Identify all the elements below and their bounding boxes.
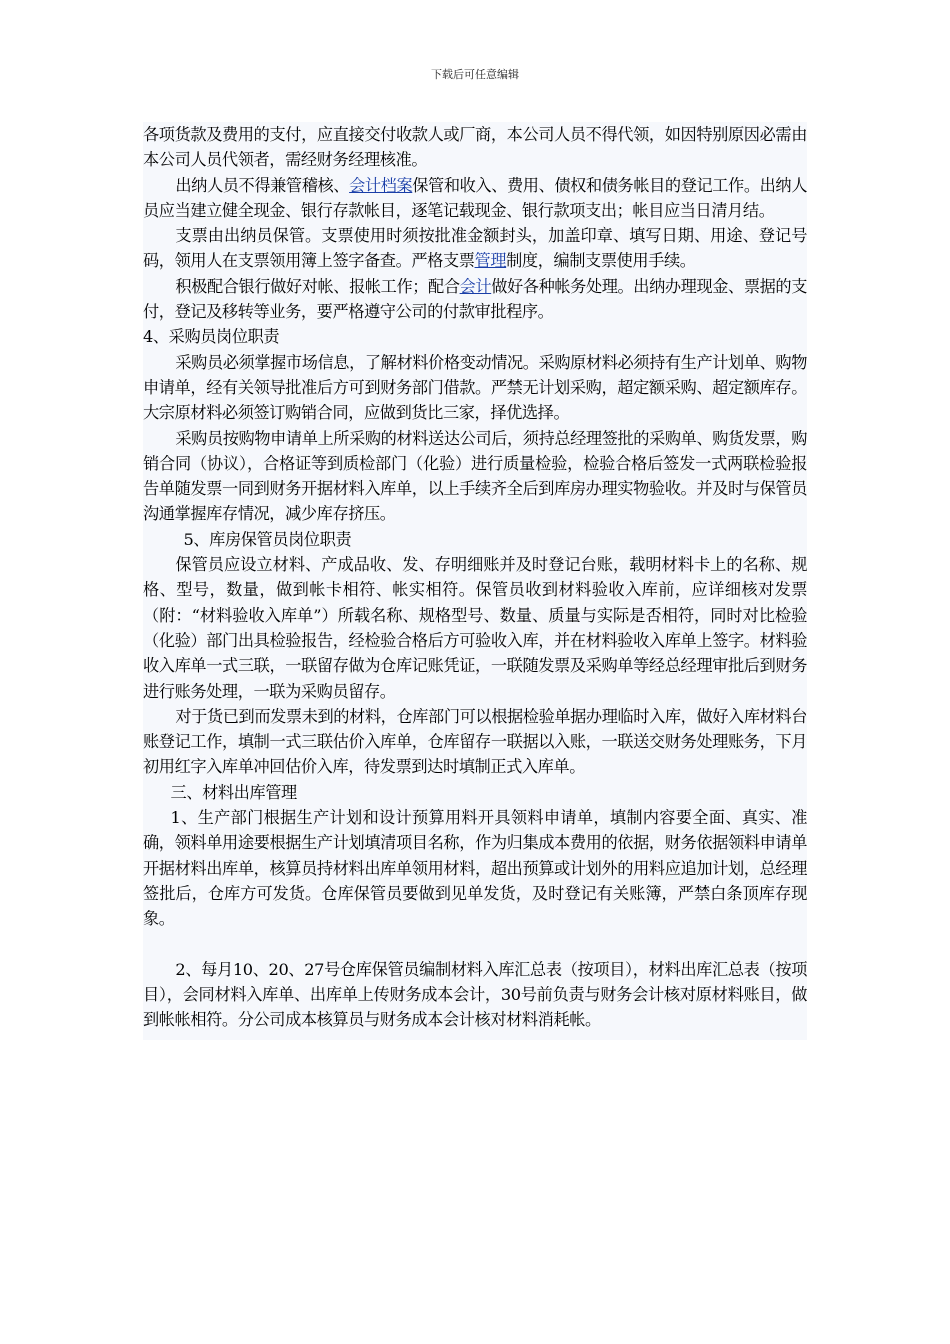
document-body: [143, 122, 807, 1040]
paragraph-keeper-ledger: 保管员应设立材料、产成品收、发、存明细账并及时登记台账，载明材料卡上的名称、规格、型号，数量，做到帐卡相符、帐实相符。保管员收到材料验收入库前，应详细核对发票（附：“材料验收入库单”）所载名称、规格型号、数量、质量与实际是否相符，同时对比检验（化验）部门出具检验报告，经检验合格后方可验收入库，并在材料验收入库单上签字。材料验收入库单一式三联，一联留存做为仓库记账凭证，一联随发票及采购单等经总经理审批后到财务进行账务处理，一联为采购员留存。: [143, 555, 807, 701]
paragraph-payment: 各项货款及费用的支付，应直接交付收款人或厂商，本公司人员不得代领，如因特别原因必需由本公司人员代领者，需经财务经理核准。: [143, 125, 807, 170]
text-segment: 保管和收入、费用、债权和债务帐目的登记工作。出纳人员应当建立健全现金、银行存款帐目，逐笔记载现金、银行款项支出；帐目应当日清月结。: [143, 175, 808, 220]
heading-material-outbound: 三、材料出库管理: [170, 782, 297, 802]
paragraph-cheque: [143, 223, 807, 274]
link-accounting[interactable]: 会计: [459, 276, 492, 296]
page-header: 下载后可任意编辑: [431, 68, 519, 81]
paragraph-purchaser-market: 采购员必须掌握市场信息，了解材料价格变动情况。采购原材料必须持有生产计划单、购物申请单，经有关领导批准后方可到财务部门借款。严禁无计划采购，超定额采购、超定额库存。大宗原材料必须签订购销合同，应做到货比三家，择优选择。: [143, 352, 807, 423]
text-segment: 出纳人员不得兼管稽核、: [175, 175, 350, 195]
text-segment: 制度，编制支票使用手续。: [506, 251, 696, 271]
paragraph-outbound-2: 2、每月10、20、27号仓库保管员编制材料入库汇总表（按项目），材料出库汇总表（按项目），会同材料入库单、出库单上传财务成本会计，30号前负责与财务会计核对原材料账目，做到帐帐相符。分公司成本核算员与财务成本会计核对材料消耗帐。: [143, 959, 807, 1030]
heading-purchaser: 4、采购员岗位职责: [143, 327, 280, 347]
paragraph-purchaser-delivery: 采购员按购物申请单上所采购的材料送达公司后，须持总经理签批的采购单、购货发票，购销合同（协议），合格证等到质检部门（化验）进行质量检验，检验合格后签发一式两联检验报告单随发票一同到财务开据材料入库单，以上手续齐全后到库房办理实物验收。并及时与保管员沟通掌握库存情况，减少库存挤压。: [143, 428, 807, 524]
paragraph-cashier-duties: [143, 173, 807, 224]
text-segment: 支票由出纳员保管。支票使用时须按批准金额封头，加盖印章、填写日期、用途、登记号码，领用人在支票领用簿上签字备查。严格支票: [143, 226, 807, 271]
blank-line: [143, 932, 807, 957]
paragraph-bank: [143, 274, 807, 325]
link-management[interactable]: 管理: [474, 251, 507, 271]
paragraph-outbound-1: 1、生产部门根据生产计划和设计预算用料开具领料申请单，填制内容要全面、真实、准确，领料单用途要根据生产计划填清项目名称，作为归集成本费用的依据，财务依据领料申请单开据材料出库单，核算员持材料出库单领用材料，超出预算或计划外的用料应追加计划，总经理签批后，仓库方可发货。仓库保管员要做到见单发货，及时登记有关账簿，严禁白条顶库存现象。: [143, 808, 807, 929]
text-segment: 积极配合银行做好对帐、报帐工作；配合: [175, 276, 460, 296]
paragraph-estimated-receipt: 对于货已到而发票未到的材料，仓库部门可以根据检验单据办理临时入库，做好入库材料台账登记工作，填制一式三联估价入库单，仓库留存一联据以入账，一联送交财务处理账务，下月初用红字入库单冲回估价入库，待发票到达时填制正式入库单。: [143, 706, 807, 777]
heading-warehouse-keeper: 5、库房保管员岗位职责: [183, 529, 352, 549]
link-accounting-archives[interactable]: 会计档案: [349, 175, 413, 195]
text-segment: 做好各种帐务处理。出纳办理现金、票据的支付，登记及移转等业务，要严格遵守公司的付款审批程序。: [143, 276, 807, 322]
